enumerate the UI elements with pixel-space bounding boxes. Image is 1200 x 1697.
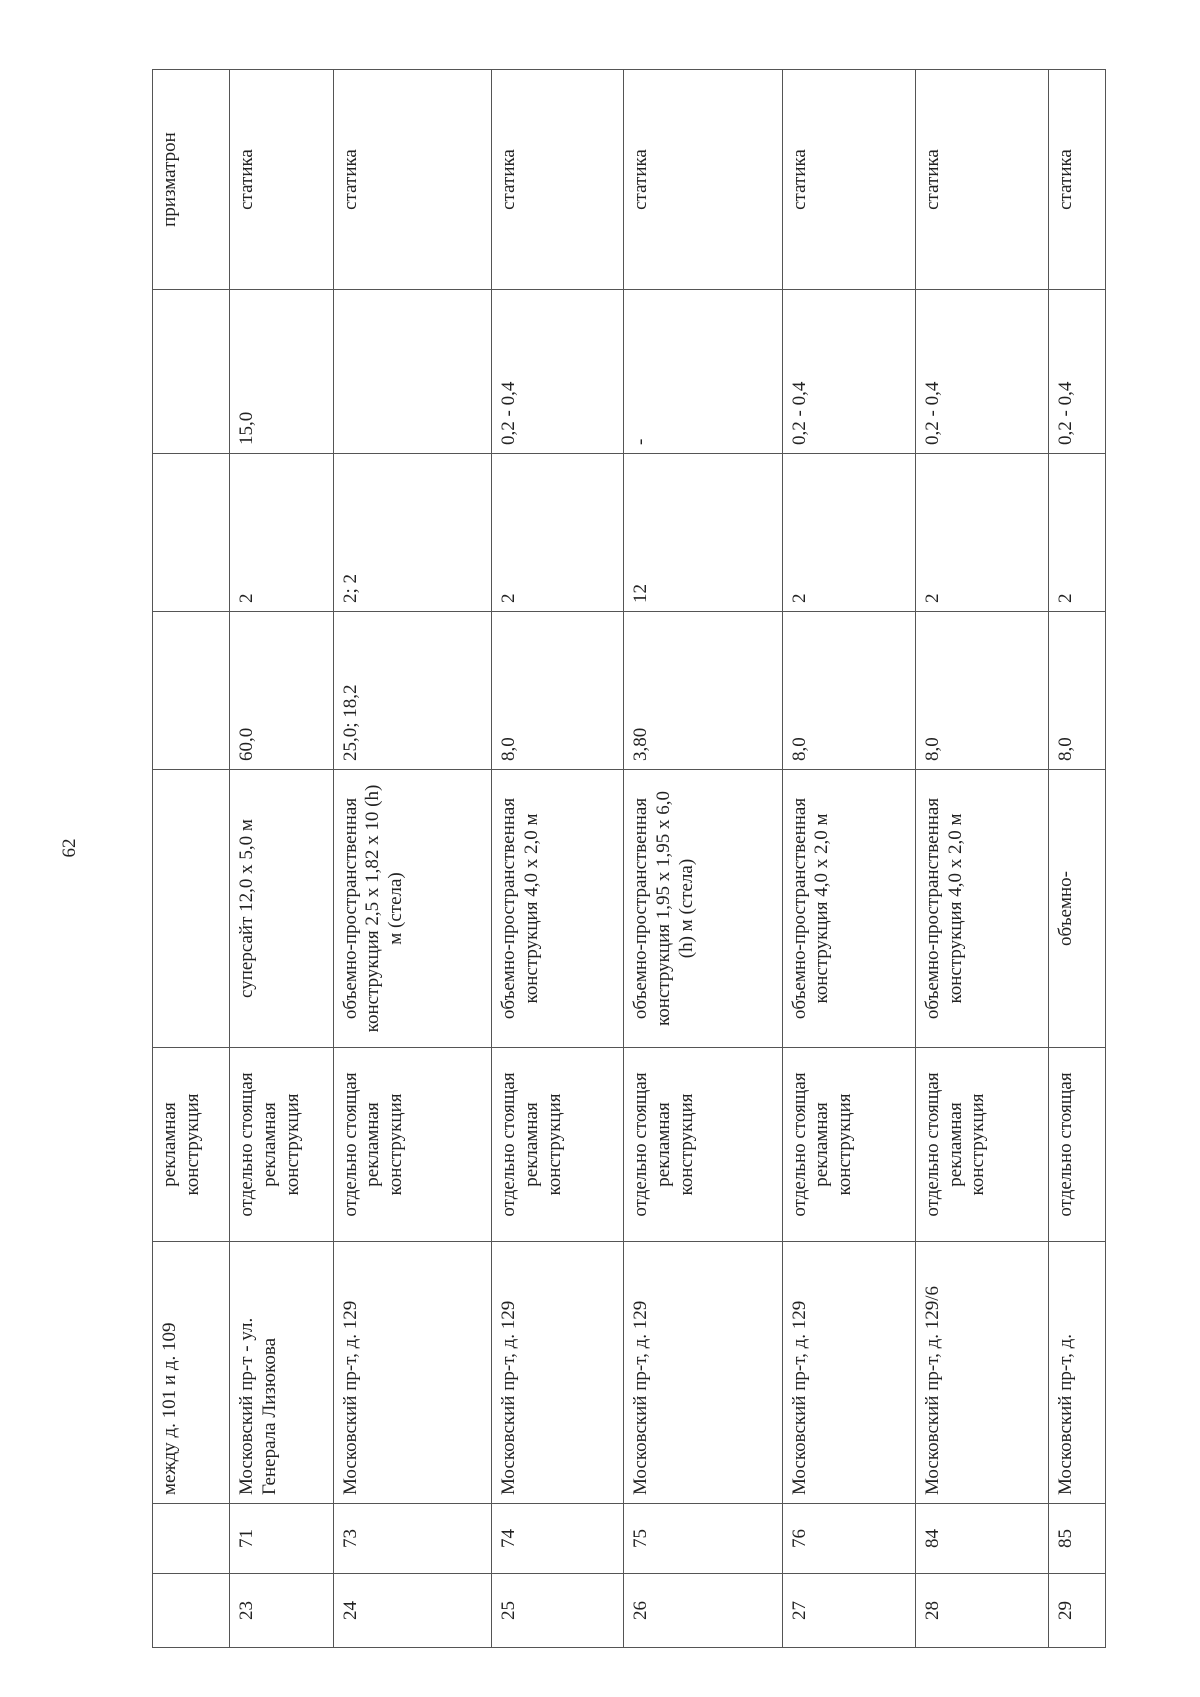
- cell-description: объемно-: [1048, 770, 1105, 1048]
- cell-sides: 2: [782, 454, 915, 612]
- rotated-table-container: [152, 70, 1106, 1648]
- cell-technology: статика: [1048, 70, 1105, 290]
- cell-number: 29: [1048, 1574, 1105, 1648]
- cell-description: объемно-пространственная конструкция 1,95 x 1,95 x 6,0 (h) м (стела): [624, 770, 782, 1048]
- cell-type: отдельно стоящая рекламная конструкция: [333, 1048, 491, 1242]
- cell-address: Московский пр-т, д. 129/6: [915, 1242, 1048, 1504]
- cell-type: рекламная конструкция: [153, 1048, 230, 1242]
- cell-code: 74: [492, 1504, 624, 1574]
- table-row: [915, 70, 1048, 1648]
- cell-address: Московский пр-т, д. 129: [492, 1242, 624, 1504]
- cell-sides: 2: [230, 454, 334, 612]
- cell-address: Московский пр-т, д. 129: [782, 1242, 915, 1504]
- page-number: 62: [59, 838, 80, 858]
- cell-luminance: 15,0: [230, 290, 334, 454]
- cell-sides: 2: [492, 454, 624, 612]
- cell-technology: статика: [624, 70, 782, 290]
- cell-luminance: [333, 290, 491, 454]
- cell-type: отдельно стоящая рекламная конструкция: [915, 1048, 1048, 1242]
- cell-area: [153, 612, 230, 770]
- cell-area: 8,0: [915, 612, 1048, 770]
- table-row: [230, 70, 334, 1648]
- table-row: [782, 70, 915, 1648]
- cell-number: 28: [915, 1574, 1048, 1648]
- cell-code: 84: [915, 1504, 1048, 1574]
- cell-description: объемно-пространственная конструкция 4,0 x 2,0 м: [782, 770, 915, 1048]
- cell-area: 8,0: [492, 612, 624, 770]
- cell-technology: статика: [333, 70, 491, 290]
- cell-description: объемно-пространственная конструкция 4,0 x 2,0 м: [492, 770, 624, 1048]
- cell-code: 85: [1048, 1504, 1105, 1574]
- cell-description: объемно-пространственная конструкция 2,5 x 1,82 x 10 (h) м (стела): [333, 770, 491, 1048]
- cell-type: отдельно стоящая рекламная конструкция: [492, 1048, 624, 1242]
- cell-code: 71: [230, 1504, 334, 1574]
- cell-area: 25,0; 18,2: [333, 612, 491, 770]
- cell-description: объемно-пространственная конструкция 4,0 x 2,0 м: [915, 770, 1048, 1048]
- cell-sides: 12: [624, 454, 782, 612]
- cell-area: 3,80: [624, 612, 782, 770]
- table-row: [333, 70, 491, 1648]
- cell-number: 27: [782, 1574, 915, 1648]
- cell-luminance: [153, 290, 230, 454]
- cell-luminance: 0,2 - 0,4: [492, 290, 624, 454]
- cell-technology: статика: [782, 70, 915, 290]
- cell-luminance: -: [624, 290, 782, 454]
- cell-address: Московский пр-т, д. 129: [333, 1242, 491, 1504]
- cell-sides: [153, 454, 230, 612]
- cell-sides: 2; 2: [333, 454, 491, 612]
- cell-type: отдельно стоящая рекламная конструкция: [782, 1048, 915, 1242]
- cell-number: 24: [333, 1574, 491, 1648]
- cell-luminance: 0,2 - 0,4: [1048, 290, 1105, 454]
- cell-technology: статика: [915, 70, 1048, 290]
- cell-number: 25: [492, 1574, 624, 1648]
- cell-number: 23: [230, 1574, 334, 1648]
- table-row: [492, 70, 624, 1648]
- cell-area: 60,0: [230, 612, 334, 770]
- cell-sides: 2: [915, 454, 1048, 612]
- table-row: [1048, 70, 1105, 1648]
- cell-address: Московский пр-т - ул. Генерала Лизюкова: [230, 1242, 334, 1504]
- table-row: [624, 70, 782, 1648]
- advertising-structures-table: [152, 69, 1106, 1648]
- cell-description: суперсайт 12,0 x 5,0 м: [230, 770, 334, 1048]
- cell-technology: статика: [492, 70, 624, 290]
- cell-description: [153, 770, 230, 1048]
- cell-address: Московский пр-т, д.: [1048, 1242, 1105, 1504]
- cell-area: 8,0: [1048, 612, 1105, 770]
- cell-technology: призматрон: [153, 70, 230, 290]
- cell-sides: 2: [1048, 454, 1105, 612]
- cell-code: [153, 1504, 230, 1574]
- cell-code: 75: [624, 1504, 782, 1574]
- cell-area: 8,0: [782, 612, 915, 770]
- cell-code: 73: [333, 1504, 491, 1574]
- cell-address: Московский пр-т, д. 129: [624, 1242, 782, 1504]
- cell-number: 26: [624, 1574, 782, 1648]
- cell-luminance: 0,2 - 0,4: [915, 290, 1048, 454]
- cell-code: 76: [782, 1504, 915, 1574]
- cell-luminance: 0,2 - 0,4: [782, 290, 915, 454]
- cell-type: отдельно стоящая рекламная конструкция: [624, 1048, 782, 1242]
- cell-type: отдельно стоящая рекламная конструкция: [230, 1048, 334, 1242]
- cell-number: [153, 1574, 230, 1648]
- table-row: [153, 70, 230, 1648]
- cell-technology: статика: [230, 70, 334, 290]
- cell-type: отдельно стоящая: [1048, 1048, 1105, 1242]
- cell-address: между д. 101 и д. 109: [153, 1242, 230, 1504]
